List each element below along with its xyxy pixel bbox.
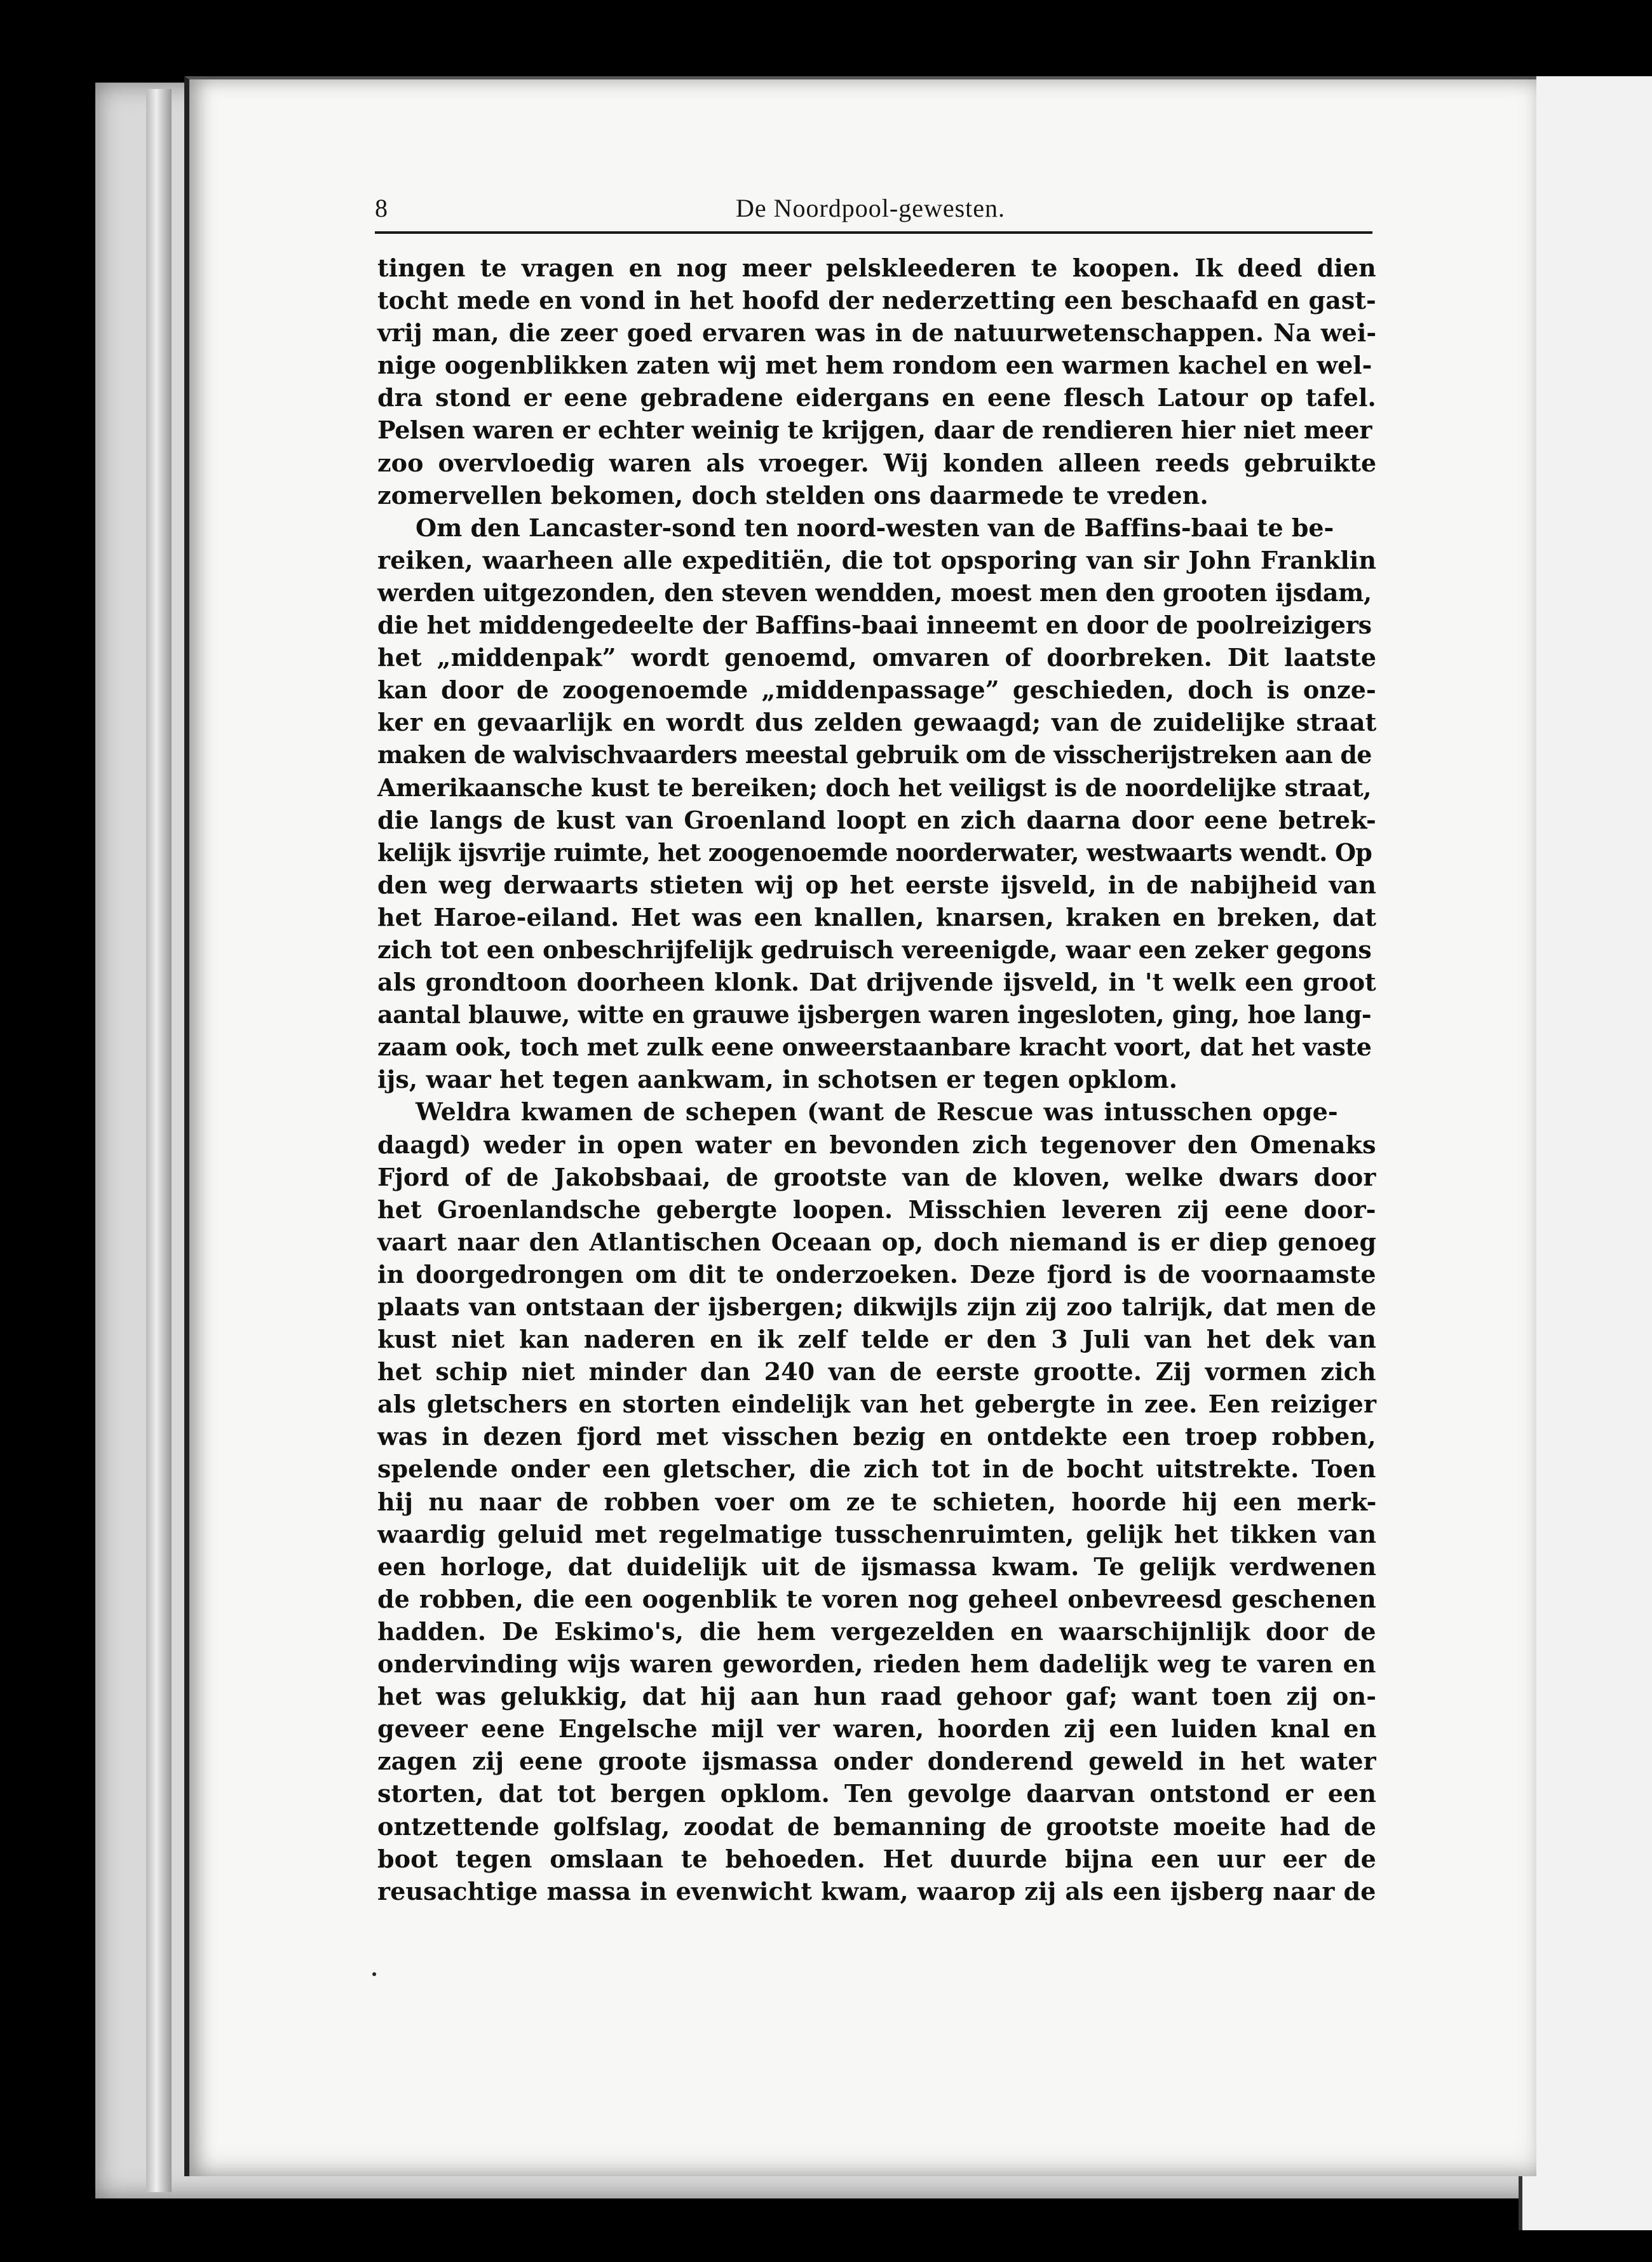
text-line: zaam ook, toch met zulk eene onweerstaanbare kracht voort, dat het vaste (377, 1033, 1372, 1062)
text-line: was in dezen fjord met visschen bezig en ontdekte een troep robben, (377, 1422, 1376, 1451)
text-line: spelende onder een gletscher, die zich tot in de bocht uitstrekte. Toen (377, 1454, 1376, 1484)
text-line: hij nu naar de robben voer om ze te schieten, hoorde hij een merk- (377, 1487, 1377, 1516)
next-page-edge (1519, 76, 1652, 2230)
text-line: zomervellen bekomen, doch stelden ons daarmede te vreden. (377, 480, 1209, 510)
text-line: het Groenlandsche gebergte loopen. Misschien leveren zij eene door- (377, 1195, 1376, 1224)
text-line: reiken, waarheen alle expeditiën, die tot opsporing van sir John Franklin (377, 545, 1377, 574)
text-line: het was gelukkig, dat hij aan hun raad gehoor gaf; want toen zij on- (377, 1682, 1377, 1711)
running-title: De Noordpool-gewesten. (735, 194, 1006, 222)
text-line: zich tot een onbeschrijfelijk gedruisch vereenigde, waar een zeker gegons (377, 935, 1372, 964)
text-line: waardig geluid met regelmatige tusschenruimten, gelijk het tikken van (377, 1519, 1377, 1548)
text-line: zagen zij eene groote ijsmassa onder donderend geweld in het water (377, 1747, 1376, 1776)
text-line: den weg derwaarts stieten wij op het eerste ijsveld, in de nabijheid van (377, 870, 1377, 899)
text-line: Amerikaansche kust te bereiken; doch het veiligst is de noordelijke straat, (377, 773, 1372, 802)
text-line: ondervinding wijs waren geworden, rieden hem dadelijk weg te varen en (377, 1649, 1376, 1679)
text-line: vaart naar den Atlantischen Oceaan op, doch niemand is er diep genoeg (377, 1227, 1377, 1256)
text-line: tingen te vragen en nog meer pelskleederen te koopen. Ik deed dien (377, 254, 1376, 282)
text-line: het „middenpak” wordt genoemd, omvaren of doorbreken. Dit laatste (377, 643, 1377, 672)
text-line: hadden. De Eskimo's, die hem vergezelden en waarschijnlijk door de (377, 1616, 1376, 1646)
body-text (377, 252, 1376, 1907)
text-line: kelijk ijsvrije ruimte, het zoogenoemde noorderwater, westwaarts wendt. Op (377, 837, 1372, 867)
text-line: reusachtige massa in evenwicht kwam, waarop zij als een ijsberg naar de (377, 1876, 1376, 1906)
text-line: Weldra kwamen de schepen (want de Rescue was intusschen opge- (416, 1097, 1338, 1127)
text-line: werden uitgezonden, den steven wendden, moest men den grooten ijsdam, (377, 578, 1372, 607)
text-line: de robben, die een oogenblik te voren nog geheel onbevreesd geschenen (377, 1584, 1376, 1613)
text-line: een horloge, dat duidelijk uit de ijsmassa kwam. Te gelijk verdwenen (377, 1552, 1377, 1581)
page-number: 8 (375, 194, 388, 222)
text-line: ijs, waar het tegen aankwam, in schotsen er tegen opklom. (377, 1065, 1178, 1094)
text-line: nige oogenblikken zaten wij met hem rondom een warmen kachel en wel- (377, 351, 1372, 380)
text-line: daagd) weder in open water en bevonden zich tegenover den Omenaks (377, 1130, 1376, 1159)
running-header (375, 186, 1366, 231)
text-line: Om den Lancaster-sond ten noord-westen van de Baffins-baai te be- (416, 513, 1334, 542)
text-line: als grondtoon doorheen klonk. Dat drijvende ijsveld, in 't welk een groot (377, 968, 1376, 997)
text-line: plaats van ontstaan der ijsbergen; dikwijls zijn zij zoo talrijk, dat men de (377, 1292, 1377, 1321)
text-line: zoo overvloedig waren als vroeger. Wij konden alleen reeds gebruikte (377, 448, 1377, 477)
text-line: boot tegen omslaan te behoeden. Het duurde bijna een uur eer de (377, 1844, 1376, 1873)
text-line: storten, dat tot bergen opklom. Ten gevolge daarvan ontstond er een (377, 1779, 1377, 1808)
page-edge (146, 89, 172, 2192)
text-line: kan door de zoogenoemde „middenpassage” geschieden, doch is onze- (377, 675, 1376, 705)
text-line: die het middengedeelte der Baffins-baai inneemt en door de poolreizigers (377, 611, 1372, 640)
text-line: Pelsen waren er echter weinig te krijgen, daar de rendieren hier niet meer (377, 416, 1372, 445)
text-line: geveer eene Engelsche mijl ver waren, hoorden zij een luiden knal en (377, 1714, 1377, 1744)
text-line: vrij man, die zeer goed ervaren was in de natuurwetenschappen. Na wei- (377, 318, 1377, 348)
text-line: kust niet kan naderen en ik zelf telde er den 3 Juli van het dek van (377, 1325, 1376, 1354)
text-line: dra stond er eene gebradene eidergans en eene flesch Latour op tafel. (377, 383, 1376, 412)
text-line: in doorgedrongen om dit te onderzoeken. Deze fjord is de voornaamste (377, 1259, 1376, 1289)
header-rule (375, 231, 1372, 234)
text-line: het Haroe-eiland. Het was een knallen, knarsen, kraken en breken, dat (377, 902, 1377, 931)
text-line: maken de walvischvaarders meestal gebruik om de visscherijstreken aan de (377, 740, 1372, 769)
text-line: aantal blauwe, witte en grauwe ijsbergen waren ingesloten, ging, hoe lang- (377, 1000, 1372, 1029)
text-line: Fjord of de Jakobsbaai, de grootste van de kloven, welke dwars door (377, 1162, 1376, 1191)
text-line: tocht mede en vond in het hoofd der nederzetting een beschaafd en gast- (377, 286, 1376, 315)
ink-speck (372, 1972, 376, 1976)
text-line: het schip niet minder dan 240 van de eerste grootte. Zij vormen zich (377, 1357, 1376, 1386)
text-line: ker en gevaarlijk en wordt dus zelden gewaagd; van de zuidelijke straat (377, 708, 1377, 737)
text-line: die langs de kust van Groenland loopt en zich daarna door eene betrek- (377, 805, 1376, 834)
text-line: als gletschers en storten eindelijk van het gebergte in zee. Een reiziger (377, 1390, 1377, 1419)
text-line: ontzettende golfslag, zoodat de bemanning de grootste moeite had de (377, 1812, 1377, 1841)
